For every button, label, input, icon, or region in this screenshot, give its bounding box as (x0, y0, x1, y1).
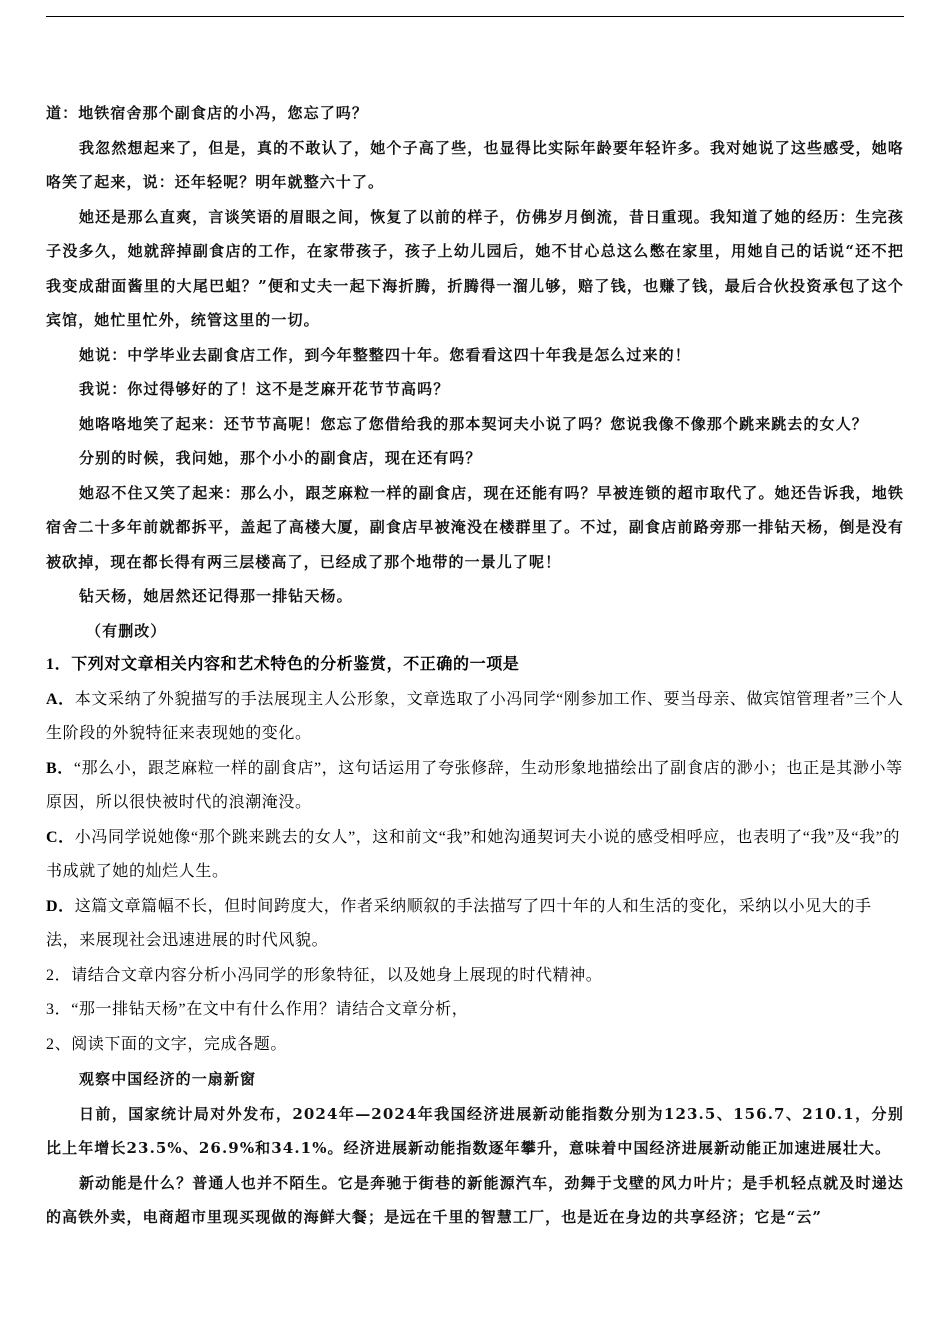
passage-2-title: 观察中国经济的一扇新窗 (79, 1070, 257, 1088)
passage-paragraph: 她忍不住又笑了起来：那么小，跟芝麻粒一样的副食店，现在还能有吗？早被连锁的超市取代了。她还告诉我，地铁宿舍二十多年前就都拆平，盖起了高楼大厦，副食店早被淹没在楼群里了。不过，副食店前路旁那一排钻天杨，倒是没有被砍掉，现在都长得有两三层楼高了，已经成了那个地带的一景儿了呢！ (46, 483, 904, 571)
option-d (46, 890, 904, 959)
option-b-label: B． (46, 759, 74, 777)
passage-paragraph: 她咯咯地笑了起来：还节节高呢！您忘了您借给我的那本契诃夫小说了吗？您说我像不像那个跳来跳去的女人？ (79, 414, 868, 433)
option-a-text: 本文采纳了外貌描写的手法展现主人公形象，文章选取了小冯同学“刚参加工作、要当母亲、做宾馆管理者”三个人生阶段的外貌特征来表现她的变化。 (46, 690, 904, 742)
passage-paragraph: 分别的时候，我问她，那个小小的副食店，现在还有吗？ (79, 449, 482, 467)
passage-2-paragraph: 日前，国家统计局对外发布，2024年—2024年我国经济进展新动能指数分别为123.5、156.7、210.1，分别比上年增长23.5%、26.9%和34.1%。经济进展新动能指数逐年攀升，意味着中国经济进展新动能正加速进展壮大。 (46, 1104, 904, 1157)
option-b (46, 752, 904, 821)
question-1 (46, 648, 904, 683)
option-b-text: “那么小，跟芝麻粒一样的副食店”，这句话运用了夸张修辞，生动形象地描绘出了副食店的渺小；也正是其渺小等原因，所以很快被时代的浪潮淹没。 (46, 759, 903, 811)
passage-paragraph: 我说：你过得够好的了！这不是芝麻开花节节高吗？ (79, 380, 450, 398)
option-c-text: 小冯同学说她像“那个跳来跳去的女人”，这和前文“我”和她沟通契诃夫小说的感受相呼应，也表明了“我”及“我”的书成就了她的灿烂人生。 (46, 828, 900, 880)
question-1-text: 1．下列对文章相关内容和艺术特色的分析鉴赏，不正确的一项是 (46, 656, 520, 673)
option-d-label: D． (46, 897, 75, 915)
source-note: （有删改） (86, 621, 167, 640)
option-c (46, 821, 904, 890)
question-3: 3．“那一排钻天杨”在文中有什么作用？请结合文章分析， (46, 1001, 469, 1018)
passage-paragraph: 钻天杨，她居然还记得那一排钻天杨。 (79, 587, 353, 605)
option-a-label: A． (46, 690, 75, 708)
header-rule (46, 16, 904, 17)
passage-paragraph: 她还是那么直爽，言谈笑语的眉眼之间，恢复了以前的样子，仿佛岁月倒流，昔日重现。我知道了她的经历：生完孩子没多久，她就辞掉副食店的工作，在家带孩子，孩子上幼儿园后，她不甘心总这么憋在家里，用她自己的话说“还不把我变成甜面酱里的大尾巴蛆？”便和丈夫一起下海折腾，折腾得一溜儿够，赔了钱，也赚了钱，最后合伙投资承包了这个宾馆，她忙里忙外，统管这里的一切。 (46, 207, 904, 329)
option-c-label: C． (46, 828, 75, 846)
passage-2-paragraph: 新动能是什么？普通人也并不陌生。它是奔驰于街巷的新能源汽车，劲舞于戈壁的风力叶片；是手机轻点就及时递达的高铁外卖，电商超市里现买现做的海鲜大餐；是远在千里的智慧工厂，也是近在身边的共享经济；它是“云” (46, 1173, 904, 1226)
passage-paragraph: 道：地铁宿舍那个副食店的小冯，您忘了吗？ (46, 104, 369, 122)
section-2-heading: 2、阅读下面的文字，完成各题。 (46, 1035, 288, 1053)
document-content (46, 96, 904, 1235)
option-d-text: 这篇文章篇幅不长，但时间跨度大，作者采纳顺叙的手法描写了四十年的人和生活的变化，采纳以小见大的手法，来展现社会迅速进展的时代风貌。 (46, 897, 872, 949)
passage-paragraph: 我忽然想起来了，但是，真的不敢认了，她个子高了些，也显得比实际年龄要年轻许多。我对她说了这些感受，她咯咯笑了起来，说：还年轻呢？明年就整六十了。 (46, 138, 904, 191)
question-2: 2．请结合文章内容分析小冯同学的形象特征，以及她身上展现的时代精神。 (46, 966, 603, 984)
passage-paragraph: 她说：中学毕业去副食店工作，到今年整整四十年。您看看这四十年我是怎么过来的！ (79, 345, 691, 364)
option-a (46, 683, 904, 752)
